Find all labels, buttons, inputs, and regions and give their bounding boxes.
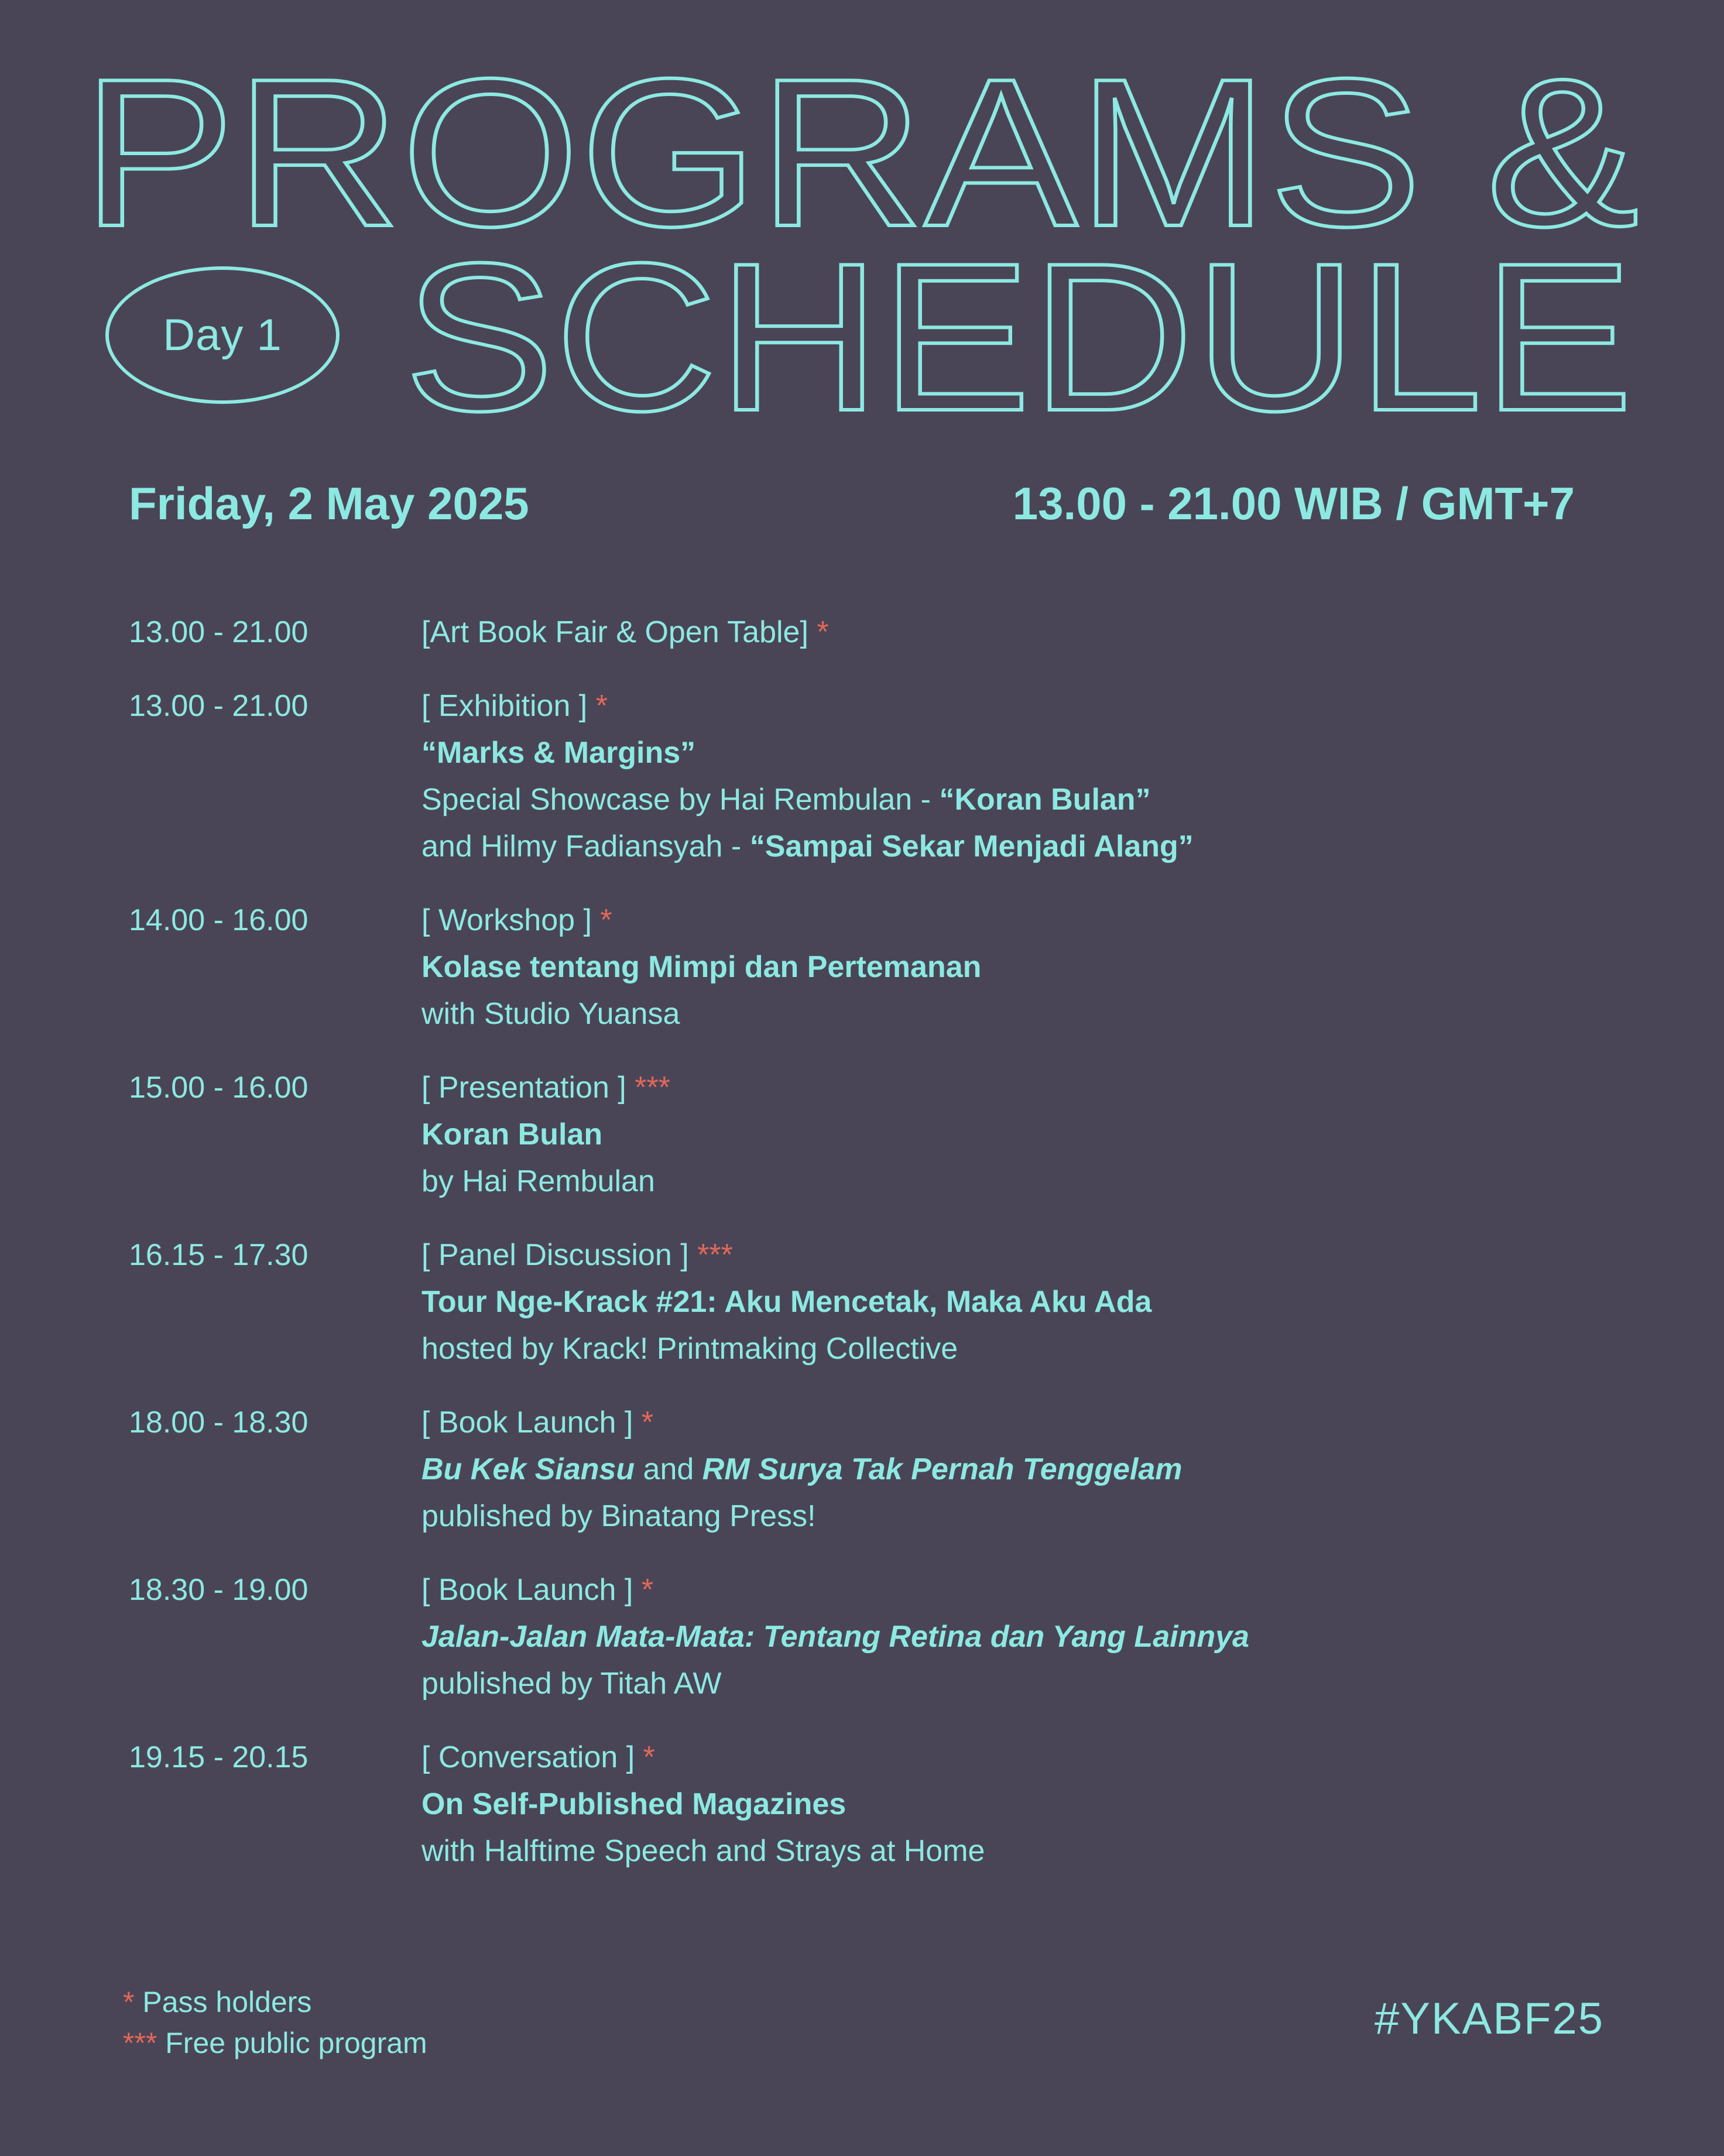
schedule-time: 13.00 - 21.00	[129, 689, 309, 723]
access-marker: *	[643, 1740, 655, 1774]
event-date: Friday, 2 May 2025	[129, 478, 529, 529]
event-hours: 13.00 - 21.00 WIB / GMT+7	[1012, 478, 1575, 529]
category-label: [ Workshop ]	[421, 903, 592, 937]
title-line-2: SCHEDULE	[404, 220, 1633, 445]
schedule-title	[421, 1446, 1592, 1493]
access-marker: ***	[697, 1238, 733, 1272]
schedule-time: 16.15 - 17.30	[129, 1238, 309, 1272]
schedule-details	[421, 1567, 1592, 1707]
day-badge	[105, 266, 340, 404]
schedule-title: On Self-Published Magazines	[421, 1787, 846, 1821]
schedule-subtitle: hosted by Krack! Printmaking Collective	[421, 1332, 958, 1366]
schedule-category	[421, 1232, 1592, 1278]
title-line-1: PROGRAMS &	[82, 35, 1639, 270]
schedule-time: 15.00 - 16.00	[129, 1071, 309, 1105]
schedule-category	[421, 897, 1592, 944]
schedule-item	[129, 1567, 1592, 1707]
legend-label: Free public program	[157, 2027, 427, 2059]
schedule-item	[129, 1734, 1592, 1874]
schedule-subtitle: with Halftime Speech and Strays at Home	[421, 1834, 985, 1868]
schedule-subtitle	[421, 823, 1592, 870]
subtitle-work-title: “Koran Bulan”	[939, 783, 1151, 817]
schedule-time: 13.00 - 21.00	[129, 615, 309, 649]
access-marker: *	[600, 903, 612, 937]
category-label: [ Presentation ]	[421, 1071, 626, 1105]
schedule-subtitle: published by Binatang Press!	[421, 1499, 816, 1533]
schedule-details	[421, 683, 1592, 870]
schedule-time: 18.30 - 19.00	[129, 1573, 309, 1607]
schedule-subtitle: with Studio Yuansa	[421, 997, 680, 1031]
access-marker: *	[817, 615, 829, 649]
schedule-category	[421, 1064, 1592, 1111]
schedule-item	[129, 1064, 1592, 1205]
legend-marker: ***	[123, 2027, 157, 2059]
subtitle-text: Special Showcase by Hai Rembulan -	[421, 783, 940, 817]
category-label: [ Book Launch ]	[421, 1573, 633, 1607]
access-marker: *	[595, 689, 608, 723]
schedule-subtitle: by Hai Rembulan	[421, 1164, 655, 1198]
title-conjunction: and	[635, 1452, 702, 1486]
legend-item-free-public	[123, 2023, 427, 2064]
schedule-category	[421, 1567, 1592, 1613]
category-label: [ Book Launch ]	[421, 1406, 633, 1439]
legend-marker: *	[123, 1986, 135, 2018]
schedule-time: 18.00 - 18.30	[129, 1406, 309, 1439]
schedule-title: Tour Nge-Krack #21: Aku Mencetak, Maka Aku Ada	[421, 1285, 1152, 1319]
day-badge-label: Day 1	[163, 310, 282, 360]
book-title: Bu Kek Siansu	[421, 1452, 635, 1486]
legend-label: Pass holders	[134, 1986, 312, 2018]
schedule-item	[129, 1232, 1592, 1372]
title-block	[0, 0, 1724, 445]
category-label: [Art Book Fair & Open Table]	[421, 615, 808, 649]
schedule-title: Jalan-Jalan Mata-Mata: Tentang Retina dan Yang Lainnya	[421, 1620, 1249, 1654]
category-label: [ Panel Discussion ]	[421, 1238, 689, 1272]
schedule-title: Kolase tentang Mimpi dan Pertemanan	[421, 950, 982, 984]
schedule-item	[129, 897, 1592, 1037]
schedule-category	[421, 609, 1592, 656]
access-marker: ***	[635, 1071, 670, 1105]
schedule-title: “Marks & Margins”	[421, 736, 696, 770]
category-label: [ Conversation ]	[421, 1740, 635, 1774]
schedule-item	[129, 609, 1592, 656]
subtitle-text: and Hilmy Fadiansyah -	[421, 830, 750, 863]
schedule-list	[129, 609, 1592, 1901]
schedule-category	[421, 1399, 1592, 1446]
schedule-item	[129, 1399, 1592, 1540]
schedule-details	[421, 1734, 1592, 1874]
schedule-details	[421, 897, 1592, 1037]
schedule-details	[421, 1064, 1592, 1205]
legend	[123, 1982, 427, 2064]
date-row	[129, 477, 1575, 536]
hashtag: #YKABF25	[1375, 1994, 1604, 2044]
schedule-category	[421, 1734, 1592, 1781]
subtitle-work-title: “Sampai Sekar Menjadi Alang”	[749, 830, 1194, 863]
schedule-time: 19.15 - 20.15	[129, 1740, 309, 1774]
schedule-details	[421, 1399, 1592, 1540]
schedule-details	[421, 609, 1592, 656]
schedule-subtitle: published by Titah AW	[421, 1667, 722, 1701]
schedule-category	[421, 683, 1592, 729]
access-marker: *	[641, 1406, 654, 1439]
schedule-subtitle	[421, 776, 1592, 823]
schedule-details	[421, 1232, 1592, 1372]
category-label: [ Exhibition ]	[421, 689, 588, 723]
schedule-title: Koran Bulan	[421, 1118, 603, 1151]
schedule-item	[129, 683, 1592, 870]
legend-item-pass-holders	[123, 1982, 427, 2023]
book-title: RM Surya Tak Pernah Tenggelam	[702, 1452, 1183, 1486]
access-marker: *	[641, 1573, 654, 1607]
schedule-time: 14.00 - 16.00	[129, 903, 309, 937]
